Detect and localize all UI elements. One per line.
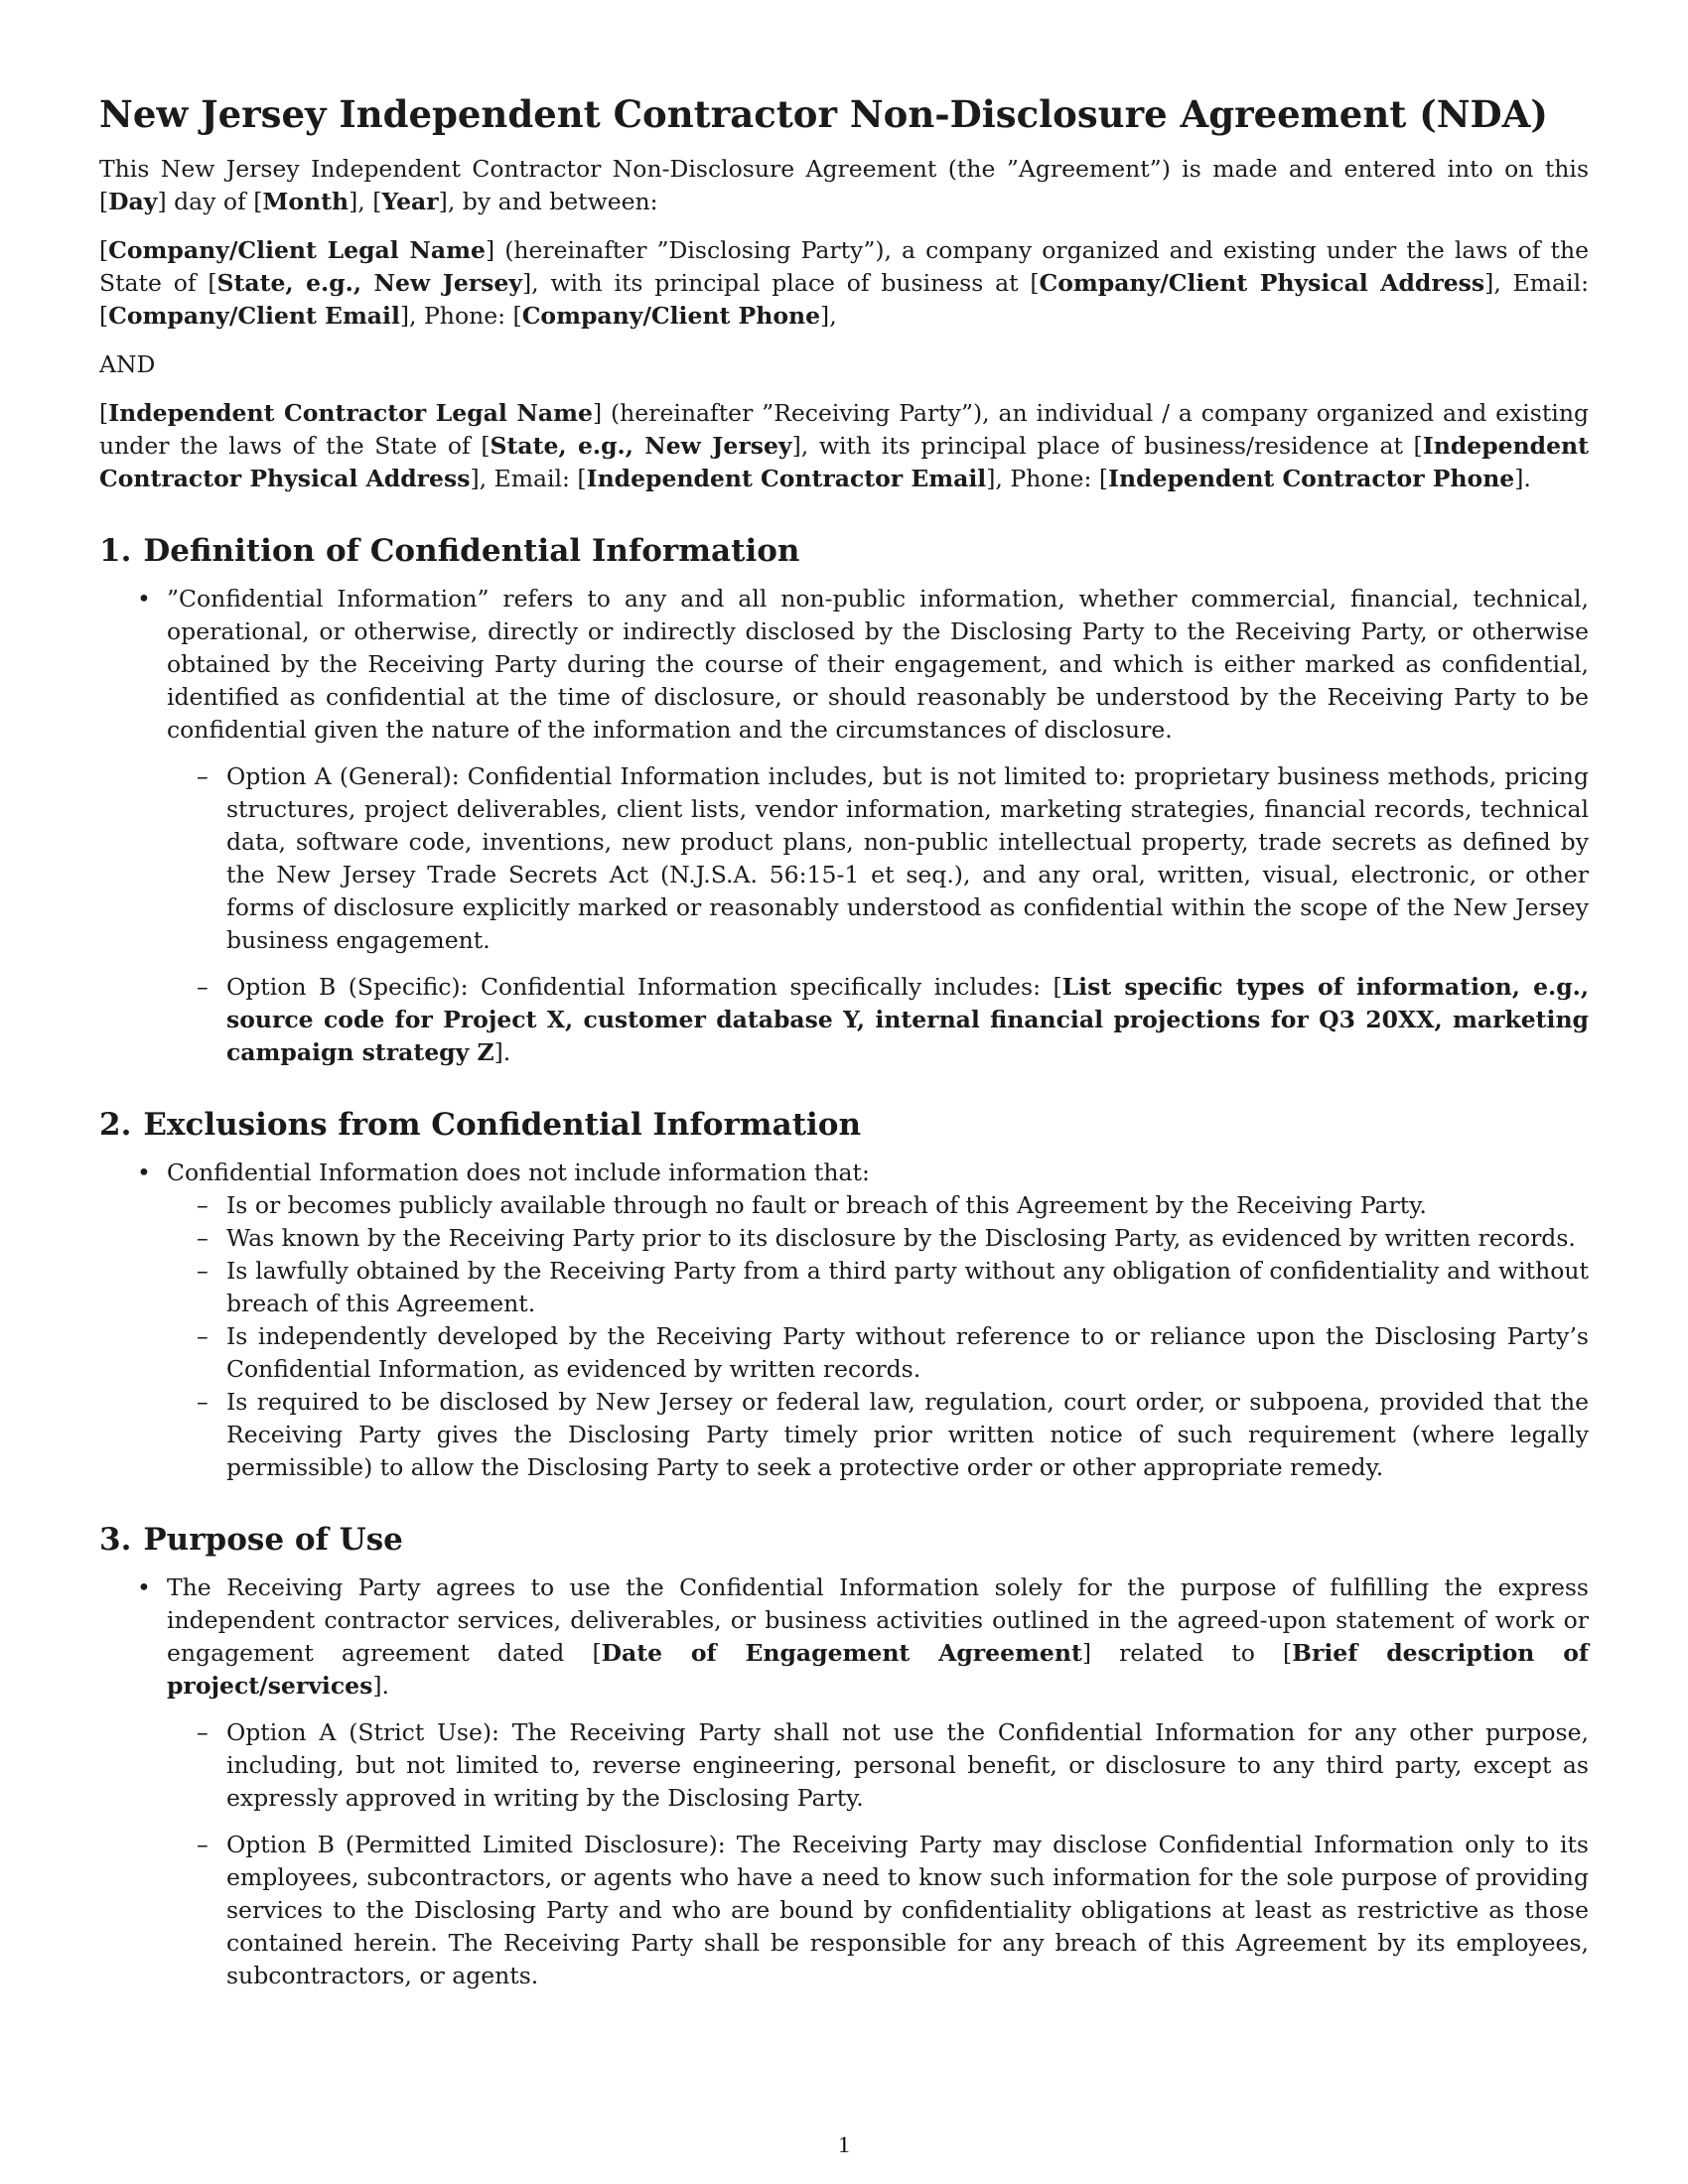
option-a-text: Option A (General): Confidential Information includes, but is not limited to: proprietary business methods, pricing structures, project deliverables, client lists, vendor information, marketing strategies, financial records, technical data, software code, inventions, new product plans, non-public intellectual property, trade secrets as defined by the New Jersey Trade Secrets Act (N.J.S.A. 56:15-1 et seq.), and any oral, written, visual, electronic, or other forms of disclosure explicitly marked or reasonably understood as confidential within the scope of the New Jersey business engagement. xyxy=(226,762,1589,954)
option-b-text: Option B (Specific): Confidential Information specifically includes: [ xyxy=(226,973,1062,1001)
section-title: Exclusions from Confidential Information xyxy=(143,1107,862,1143)
exclusion-text: Is required to be disclosed by New Jersey or federal law, regulation, court order, or subpoena, provided that the Receiving Party gives the Disclosing Party timely prior written notice of such requirement (where legally permissible) to allow the Disclosing Party to seek a protective order or other appropriate remedy. xyxy=(226,1388,1589,1481)
intro-paragraph xyxy=(99,153,1589,218)
section-number: 2. xyxy=(99,1107,132,1143)
dash-icon: – xyxy=(197,973,209,1001)
exclusion-text: Is independently developed by the Receiving Party without reference to or reliance upon the Disclosing Party’s Confidential Information, as evidenced by written records. xyxy=(226,1322,1589,1383)
dash-icon: – xyxy=(197,1718,209,1746)
intro-text: ], by and between: xyxy=(438,188,658,215)
section-1-heading xyxy=(99,531,1589,571)
party-text: ], Phone: [ xyxy=(986,465,1109,492)
contractor-phone-placeholder: Independent Contractor Phone xyxy=(1108,465,1515,492)
party-text: ], with its principal place of business/residence at [ xyxy=(791,432,1423,460)
month-placeholder: Month xyxy=(262,188,350,215)
project-description-placeholder: Brief description of project/services xyxy=(167,1639,1590,1700)
intro-text: ] day of [ xyxy=(157,188,263,215)
section-2-list xyxy=(99,1157,1589,1484)
intro-text: ], [ xyxy=(349,188,382,215)
specific-info-placeholder: List specific types of information, e.g., source code for Project X, customer database Y, internal financial projections for Q3 20XX, marketing campaign strategy Z xyxy=(226,973,1590,1066)
sub-list xyxy=(167,760,1589,1069)
section-3-heading xyxy=(99,1520,1589,1560)
sub-list-item xyxy=(167,971,1589,1069)
party-text: ], Email: [ xyxy=(470,465,587,492)
section-title: Purpose of Use xyxy=(143,1522,403,1558)
bullet-icon: • xyxy=(137,585,151,613)
document-title: New Jersey Independent Contractor Non-Disclosure Agreement (NDA) xyxy=(99,92,1548,136)
party-text: ], xyxy=(820,302,837,330)
intro-text: This New Jersey Independent Contractor Non-Disclosure Agreement (the ”Agreement”) is made and entered into on this [ xyxy=(99,155,1589,215)
dash-icon: – xyxy=(197,762,209,790)
list-item xyxy=(99,583,1589,1069)
company-state-placeholder: State, e.g., New Jersey xyxy=(216,269,522,297)
sub-list-item xyxy=(167,1386,1589,1484)
list-item-text: Confidential Information does not include information that: xyxy=(167,1159,870,1186)
dash-icon: – xyxy=(197,1191,209,1219)
company-email-placeholder: Company/Client Email xyxy=(108,302,400,330)
page-number: 1 xyxy=(838,2132,850,2158)
section-1-list xyxy=(99,583,1589,1069)
option-b-text: Option B (Permitted Limited Disclosure): The Receiving Party may disclose Confidential Information only to its employees, subcontractors, or agents who have a need to know such information for the sole purpose of providing services to the Disclosing Party and who are bound by confidentiality obligations at least as restrictive as those contained herein. The Receiving Party shall be responsible for any breach of this Agreement by its employees, subcontractors, or agents. xyxy=(226,1831,1589,1989)
sub-list-item xyxy=(167,1222,1589,1255)
bullet-icon: • xyxy=(137,1159,151,1186)
day-placeholder: Day xyxy=(108,188,158,215)
list-item-text: The Receiving Party agrees to use the Confidential Information solely for the purpose of fulfilling the express independent contractor services, deliverables, or business activities outlined in the agreed-upon statement of work or engagement agreement dated [ xyxy=(167,1573,1589,1667)
sub-list xyxy=(167,1716,1589,1992)
party-text: [ xyxy=(99,399,109,427)
party-text: ] (hereinafter ”Disclosing Party”), a company organized and existing under the laws of the State of [ xyxy=(99,236,1590,297)
dash-icon: – xyxy=(197,1224,209,1252)
exclusion-text: Is lawfully obtained by the Receiving Party from a third party without any obligation of confidentiality and without breach of this Agreement. xyxy=(226,1257,1589,1317)
document-page xyxy=(99,0,1589,2184)
receiving-party-paragraph xyxy=(99,397,1589,495)
sub-list xyxy=(167,1189,1589,1484)
year-placeholder: Year xyxy=(381,188,439,215)
section-2-heading xyxy=(99,1105,1589,1145)
sub-list-item xyxy=(167,1320,1589,1386)
list-item xyxy=(99,1157,1589,1484)
list-item xyxy=(99,1571,1589,1992)
company-name-placeholder: Company/Client Legal Name xyxy=(108,236,486,264)
party-text: ]. xyxy=(1514,465,1531,492)
list-item-text: ”Confidential Information” refers to any and all non-public information, whether commercial, financial, technical, operational, or otherwise, directly or indirectly disclosed by the Disclosing Party to the Receiving Party, or otherwise obtained by the Receiving Party during the course of their engagement, and which is either marked as confidential, identified as confidential at the time of disclosure, or should reasonably be understood by the Receiving Party to be confidential given the nature of the information and the circumstances of disclosure. xyxy=(167,585,1589,744)
party-text: ], with its principal place of business at [ xyxy=(522,269,1040,297)
contractor-name-placeholder: Independent Contractor Legal Name xyxy=(108,399,593,427)
sub-list-item xyxy=(167,1189,1589,1222)
dash-icon: – xyxy=(197,1388,209,1416)
contractor-email-placeholder: Independent Contractor Email xyxy=(586,465,987,492)
dash-icon: – xyxy=(197,1322,209,1350)
company-phone-placeholder: Company/Client Phone xyxy=(521,302,821,330)
party-text: [ xyxy=(99,236,109,264)
section-title: Definition of Confidential Information xyxy=(143,533,800,569)
disclosing-party-paragraph xyxy=(99,234,1589,333)
party-text: ], Phone: [ xyxy=(399,302,522,330)
section-number: 3. xyxy=(99,1522,132,1558)
sub-list-item xyxy=(167,1255,1589,1320)
party-text: ] (hereinafter ”Receiving Party”), an individual / a company organized and existing under the laws of the State of [ xyxy=(99,399,1590,460)
party-text: ], Email: [ xyxy=(99,269,1589,330)
option-b-text: ]. xyxy=(493,1038,511,1066)
engagement-date-placeholder: Date of Engagement Agreement xyxy=(601,1639,1082,1667)
bullet-icon: • xyxy=(137,1573,151,1601)
sub-list-item xyxy=(167,760,1589,957)
section-3-list xyxy=(99,1571,1589,1992)
dash-icon: – xyxy=(197,1831,209,1858)
and-separator: AND xyxy=(99,350,156,378)
exclusion-text: Was known by the Receiving Party prior to its disclosure by the Disclosing Party, as evidenced by written records. xyxy=(226,1224,1576,1252)
option-a-text: Option A (Strict Use): The Receiving Party shall not use the Confidential Information for any other purpose, including, but not limited to, reverse engineering, personal benefit, or disclosure to any third party, except as expressly approved in writing by the Disclosing Party. xyxy=(226,1718,1589,1812)
section-number: 1. xyxy=(99,533,132,569)
sub-list-item xyxy=(167,1716,1589,1815)
exclusion-text: Is or becomes publicly available through no fault or breach of this Agreement by the Receiving Party. xyxy=(226,1191,1427,1219)
contractor-state-placeholder: State, e.g., New Jersey xyxy=(490,432,792,460)
sub-list-item xyxy=(167,1829,1589,1992)
dash-icon: – xyxy=(197,1257,209,1285)
list-item-text: ] related to [ xyxy=(1081,1639,1293,1667)
company-address-placeholder: Company/Client Physical Address xyxy=(1039,269,1485,297)
contractor-address-placeholder: Independent Contractor Physical Address xyxy=(99,432,1589,492)
list-item-text: ]. xyxy=(372,1672,389,1700)
